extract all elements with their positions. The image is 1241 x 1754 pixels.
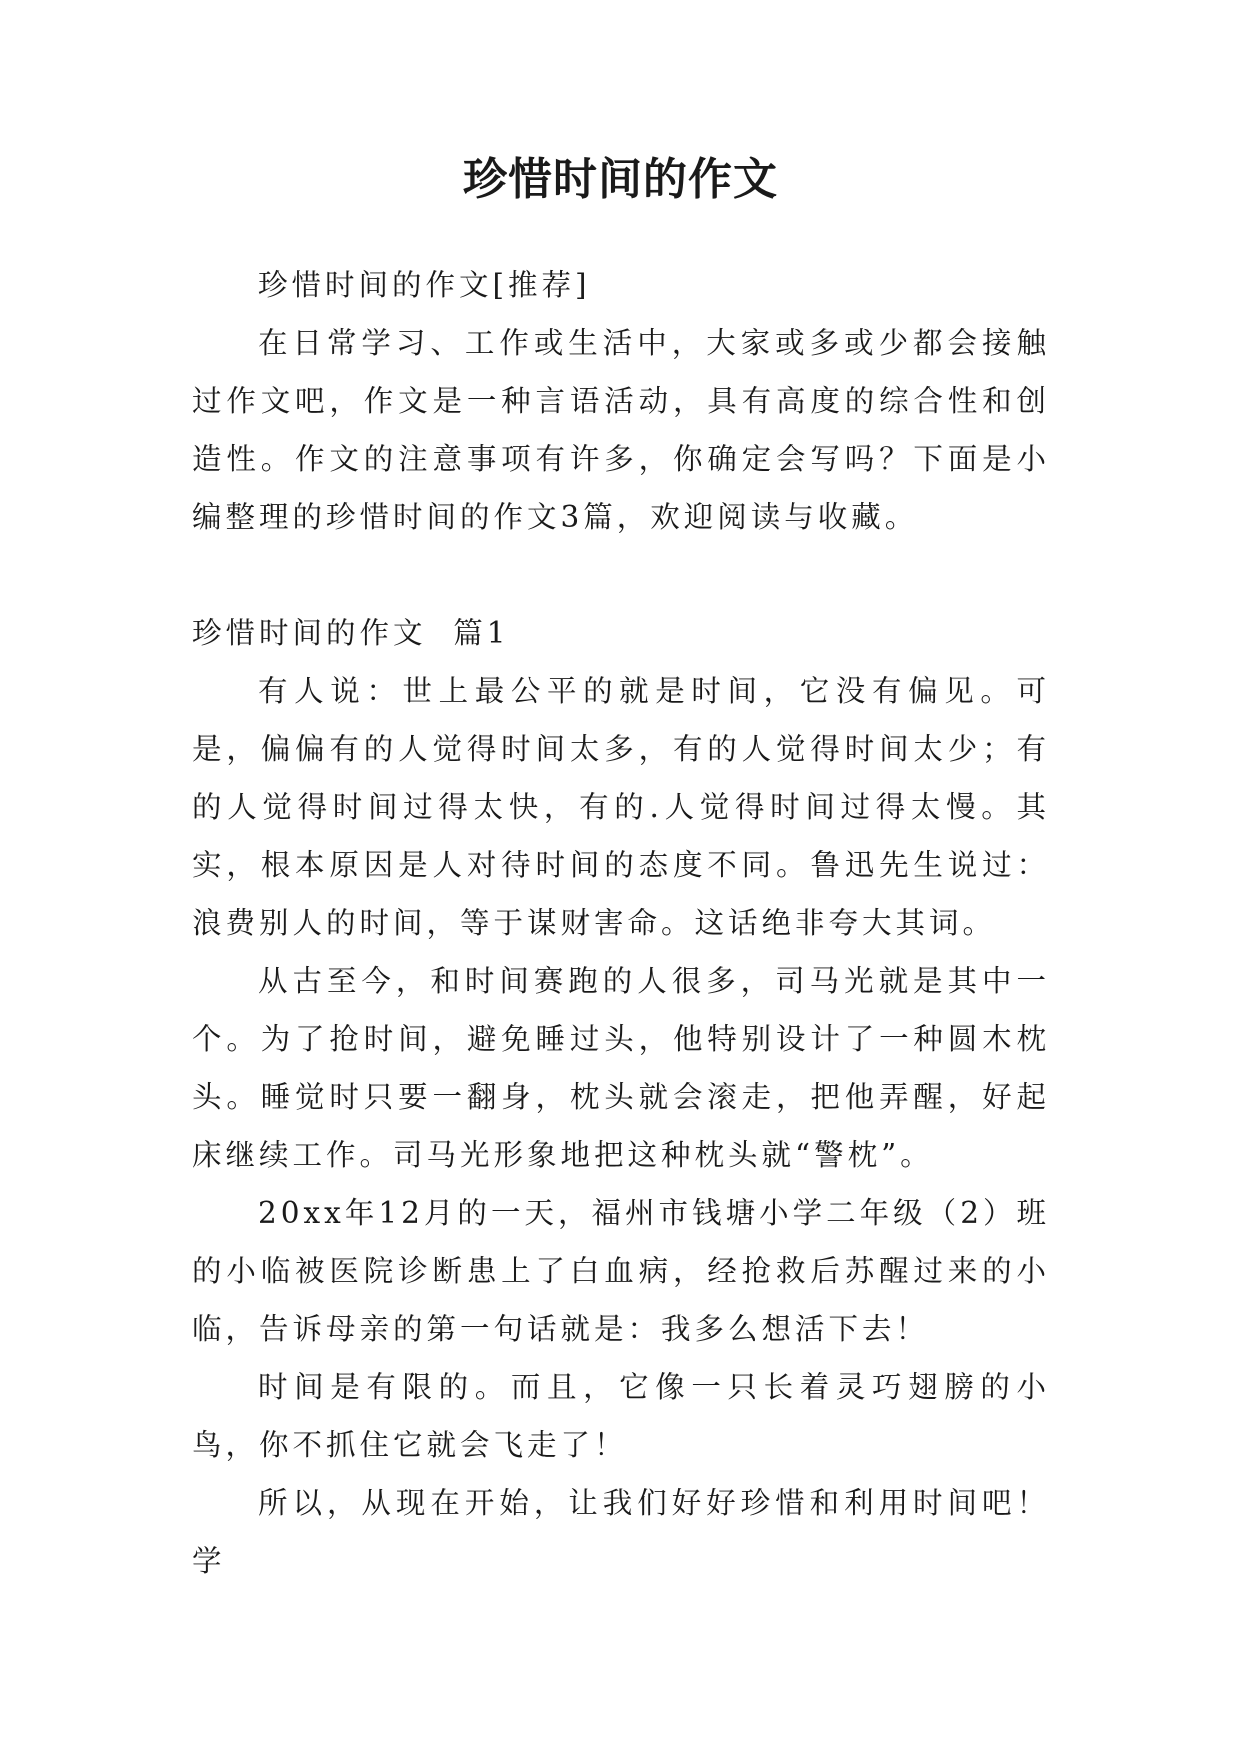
body-paragraph: 所以，从现在开始，让我们好好珍惜和利用时间吧！学	[192, 1486, 1050, 1578]
document-title: 珍惜时间的作文	[463, 154, 778, 205]
body-paragraph: 20xx年12月的一天，福州市钱塘小学二年级（2）班的小临被医院诊断患上了白血病，经抢救后苏醒过来的小临，告诉母亲的第一句话就是：我多么想活下去！	[192, 1196, 1050, 1346]
section-spacer	[192, 546, 1050, 604]
section-heading: 珍惜时间的作文 篇1	[192, 616, 510, 650]
document-subtitle: 珍惜时间的作文[推荐]	[258, 268, 591, 302]
document-body	[192, 256, 1050, 1590]
body-paragraph: 时间是有限的。而且，它像一只长着灵巧翅膀的小鸟，你不抓住它就会飞走了！	[192, 1370, 1050, 1462]
body-paragraph: 从古至今，和时间赛跑的人很多，司马光就是其中一个。为了抢时间，避免睡过头，他特别设计了一种圆木枕头。睡觉时只要一翻身，枕头就会滚走，把他弄醒，好起床继续工作。司马光形象地把这种枕头就“警枕”。	[192, 964, 1050, 1172]
intro-paragraph: 在日常学习、工作或生活中，大家或多或少都会接触过作文吧，作文是一种言语活动，具有高度的综合性和创造性。作文的注意事项有许多，你确定会写吗？下面是小编整理的珍惜时间的作文3篇，欢迎阅读与收藏。	[192, 326, 1050, 534]
body-paragraph: 有人说：世上最公平的就是时间，它没有偏见。可是，偏偏有的人觉得时间太多，有的人觉得时间太少；有的人觉得时间过得太快，有的.人觉得时间过得太慢。其实，根本原因是人对待时间的态度不同。鲁迅先生说过：浪费别人的时间，等于谋财害命。这话绝非夸大其词。	[192, 674, 1050, 940]
